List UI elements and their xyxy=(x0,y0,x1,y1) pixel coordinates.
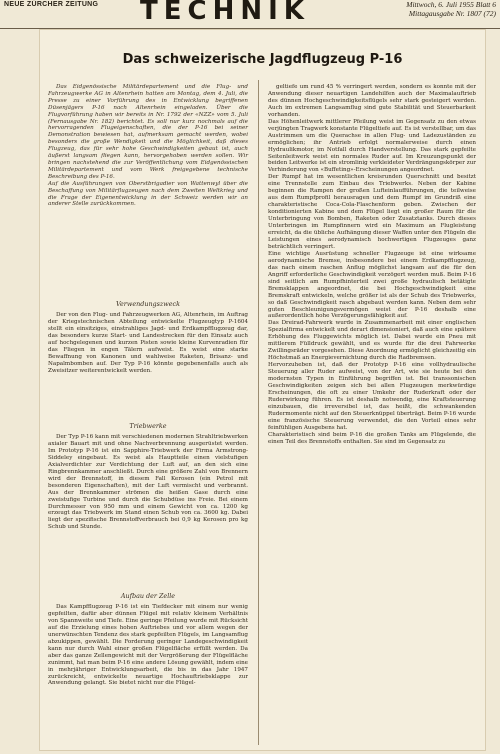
section-title: TECHNIK xyxy=(140,0,310,26)
section-text: Der von den Flug- und Fahrzeugwerken AG, Altenrhein, im Auftrag der Kriegstechnischen Abteilung entwickelte Flugzeugtyp P-1604 stellt ein einsitziges, einstrahliges Jagd- und Erdkampfflugzeug dar, das besonders kurze Start- und Landestrecken für den Einsatz auch auf hochgelegenen und kurzen Pisten sowie kleine Kurvenradien für das Fliegen in engen Tälern aufweist. Es weist eine starke Bewaffnung von Kanonen und wahlweise Raketen, Brisanz- und Napalmbomben auf. Der Typ P-16 könnte gegebenenfalls auch als Zweisitzer weiterentwickelt werden. xyxy=(48,312,248,374)
article-lead xyxy=(48,84,248,294)
issue-date: Mittwoch, 6. Juli 1955 Blatt 6 xyxy=(406,0,496,9)
column-divider xyxy=(258,80,259,745)
article-title: Das schweizerische Jagdflugzeug P-16 xyxy=(122,52,403,67)
section-body xyxy=(48,604,248,746)
section-text: Der Typ P-16 kann mit verschiedenen modernen Strahltriebwerken axialer Bauart mit und ohne Nachverbrennung ausgerüstet werden. Im Prototyp P-16 ist ein Sapphire-Triebwerk der Firma Armstrong-Siddeley eingebaut. Es weist als Hauptteile einen vielstufigen Axialverdichter zur Verdichtung der Luft auf, an den sich eine Ringbrennkammer anschließt. Durch eine größere Zahl von Brennern wird der Brennstoff, in diesem Fall Kerosen (ein Petrol mit besonderen Eigenschaften), mit der Luft vermischt und verbrannt. Aus der Brennkammer strömen die heißen Gase durch eine zweistufige Turbine und durch die Schubdüse ins Freie. Bei einem Durchmesser von 950 mm und einem Gewicht von ca. 1200 kg erzeugt das Triebwerk im Stand einen Schub von ca. 3600 kg. Dabei liegt der spezifische Brennstoffverbrauch bei 0,9 kg Kerosen pro kg Schub und Stunde. xyxy=(48,434,248,531)
section-body xyxy=(48,312,248,418)
issue-edition: Mittagausgabe Nr. 1807 (72) xyxy=(408,8,496,18)
section-heading: Triebwerke xyxy=(129,422,167,430)
masthead xyxy=(0,0,500,29)
right-column xyxy=(268,84,476,746)
section-heading: Verwendungszweck xyxy=(116,300,180,308)
article-clipping xyxy=(40,30,485,750)
issue-info xyxy=(406,1,496,18)
section-heading: Aufbau der Zelle xyxy=(120,592,176,600)
lead-text: Das Eidgenössische Militärdepartement und die Flug- und Fahrzeugwerke AG in Altenrhein hatten am Montag, dem 4. Juli, die Presse zu einer Vorführung des in Entwicklung begriffenen Düsenjägers P-16 nach Altenrhein eingeladen. Über die Flugvorführung haben wir bereits in Nr. 1792 der «NZZ» vom 5. Juli (Fernausgabe Nr. 182) berichtet. Es soll nur kurz nochmals auf die hervorragenden Flugeigenschaften, die der P-16 bei seiner Demonstration bewiesen hat, aufmerksam gemacht werden, wobei besonders die große Wendigkeit und die Möglichkeit, daß dieses Flugzeug, das für sehr hohe Geschwindigkeiten gebaut ist, auch äußerst langsam fliegen kann, hervorgehoben werden sollen. Wir bringen nachstehend die zur Veröffentlichung vom Eidgenössischen Militärdepartement und vom Werk freigegebene technische Beschreibung des P-16. Auf die Ausführungen von Oberstbrigadier von Wattenwyl über die Beschaffung von Militärflugzeugen nach dem Zweiten Weltkrieg und die Frage der Eigenentwicklung in der Schweiz werden wir an anderer Stelle zurückkommen. xyxy=(48,84,248,208)
section-body xyxy=(48,434,248,588)
newspaper-name: NEUE ZÜRCHER ZEITUNG xyxy=(4,1,99,8)
section-text: Das Kampfflugzeug P-16 ist ein Tiefdecker mit einem nur wenig gepfeilten, dafür aber dünnen Flügel mit relativ kleinem Verhältnis von Spannweite und Tiefe. Eine geringe Pfeilung wurde mit Rücksicht auf die Erzielung eines hohen Auftriebes und vor allem wegen der unerwünschten Tendenz des stark gepfeilten Flügels, im Langsamflug abzukippen, gewählt. Die Forderung geringer Landegeschwindigkeit kann nur durch Wahl einer großen Flügelfläche erfüllt werden. Da aber das ganze Zellengewicht mit der Vergrößerung der Flügelfläche zunimmt, hat man beim P-16 eine andere Lösung gewählt, indem eine in mehrjähriger Entwicklungsarbeit, die bis in das Jahr 1947 zurückreicht, entwickelte neuartige Hochauftriebsklappe zur Anwendung gelangt. Sie bietet nicht nur die Flügel- xyxy=(48,604,248,687)
right-column-text: geltiefe um rund 45 % verringert werden, sondern es konnte mit der Anwendung dieser neuartigen Landehilfen auch der Maximalauftrieb des dünnen Hochgeschwindigkeitsflügels sehr stark gesteigert werden. Auch im extremen Langsamflug sind gute Stabilität und Steuerbarkeit vorhanden. Das Höhenleitwerk mittlerer Pfeilung weist im Gegensatz zu den etwas verjüngten Tragwerk konstante Flügeltiefe auf. Es ist verstellbar, um das Austrimmen um die Querachse in allen Flug- und Ladezuständen zu ermöglichen; ihr Antrieb erfolgt normalerweise durch einen Hydraulikmotor, im Notfall durch Handverstellung. Das stark gepfeilte Seitenleitwerk weist ein normales Ruder auf. Im Kreuzungspunkt der beiden Leitwerke ist ein stromlinig verkleideter Verdrängungskörper zur Verhinderung von «Buffeting»-Erscheinungen angeordnet. Der Rumpf hat im wesentlichen kreisrunden Querschnitt und besitzt eine Trennstelle zum Einbau des Triebwerks. Neben der Kabine beginnen die Rampen der großen Lufteinlaufführungen, die teilweise aus dem Rumpfprofil herausragen und dem Rumpf im Grundriß eine charakteristische Coca-Cola-Flaschenform geben. Zwischen der konditionierten Kabine und dem Flügel liegt ein großer Raum für die Unterbringung von Bomben, Raketen oder Zusatztanks. Durch dieses Unterbringen im Rumpfinnern wird ein Maximum an Flugleistung erreicht, da die übliche Aufhängung dieser Waffen unter den Flügeln die Leistungen eines aerodynamisch hochwertigen Flugzeuges ganz beträchtlich verringert. Eine wichtige Ausrüstung schneller Flugzeuge ist eine wirksame aerodynamische Bremse, insbesondere bei einem Erdkampfflugzeug, das nach einem raschen Anflug möglichst langsam auf die für den Angriff erforderliche Geschwindigkeit verzögert werden muß. Beim P-16 sind seitlich am Rumpfhinterteil zwei große hydraulisch betätigte Bremsklappen angeordnet, die bei Hochgeschwindigkeit eine Bremskraft entwickeln, welche größer ist als der Schub des Triebwerks, so daß Geschwindigkeit rasch abgebaut werden kann. Neben dem sehr guten Beschleunigungsvermögen weist der P-16 deshalb eine außerordentlich hohe Verzögerungsfähigkeit auf. Das Dreirad-Fahrwerk wurde in Zusammenarbeit mit einer englischen Spezialfirma entwickelt und derart dimensioniert, daß auch eine spätere Erhöhung des Fluggewichts möglich ist. Dabei wurde ein Pneu mit mittlerem Fülldruck gewählt, und es wurde für die drei Fahrwerke Zwillingsräder vorgesehen. Diese Anordnung ermöglicht gleichzeitig ein Höchstmaß an Energievernichtung durch die Radbremsen. Hervorzuheben ist, daß der Prototyp P-16 eine vollhydraulische Steuerung aller Ruder aufweist, von der Art, wie sie heute bei den modernsten Typen in Einführung begriffen ist. Bei transsonischen Geschwindigkeiten zeigen sich bei allen Flugzeugen merkwürdige Erscheinungen, die oft zu einer Umkehr der Ruderkraft oder der Ruderwirkung führen. Es ist deshalb notwendig, eine Kraftsteuerung einzubauen, die irreversibel ist, das heißt, die schwankenden Rudermomente nicht auf den Steuerknüppel überträgt. Beim P-16 wurde eine französische Steuerung verwendet, die den Vorteil eines sehr feinfühligen Ausgebens hat. Charakteristisch sind beim P-16 die großen Tanks am Flügelende, die einen Teil des Brennstoffs enthalten. Sie sind im Gegensatz zu xyxy=(268,84,476,445)
